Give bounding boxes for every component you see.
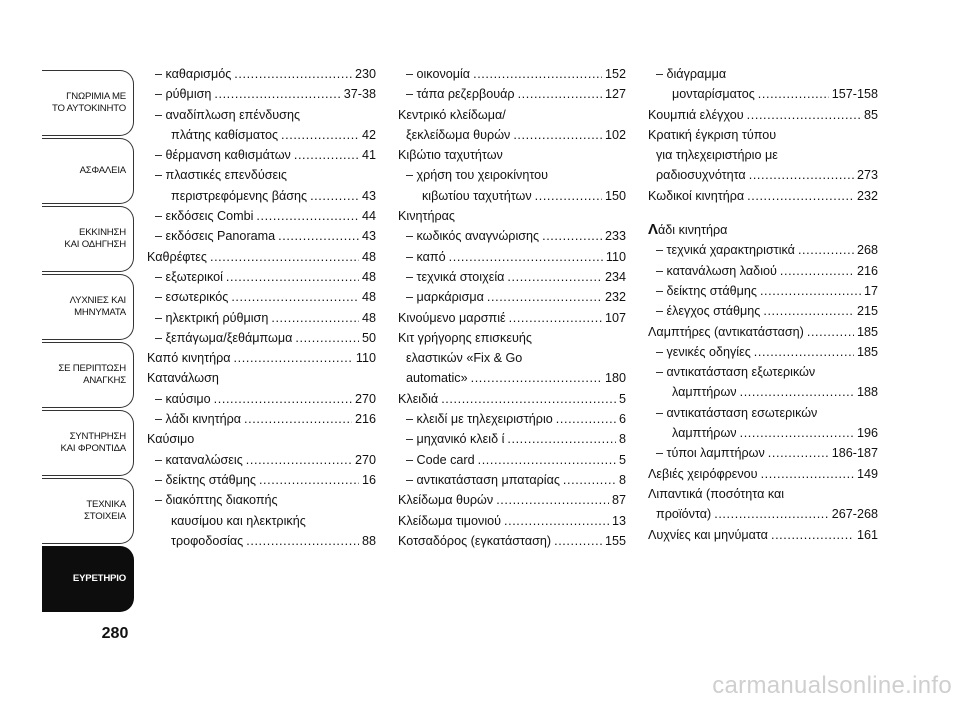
section-tabs bbox=[42, 70, 134, 614]
index-entry bbox=[398, 511, 626, 531]
entry-page: 273 bbox=[856, 168, 878, 183]
entry-label: Λιπαντικά (ποσότητα και bbox=[648, 486, 785, 501]
entry-label: Κλείδωμα τιμονιού bbox=[398, 513, 502, 528]
entry-label: μονταρίσματος bbox=[672, 87, 755, 102]
entry-label: ελαστικών «Fix & Go bbox=[406, 351, 523, 366]
tab-section-4[interactable] bbox=[42, 342, 134, 408]
leader-dots bbox=[763, 301, 854, 321]
leader-dots bbox=[798, 240, 854, 260]
index-entry bbox=[147, 531, 376, 551]
leader-dots bbox=[714, 504, 829, 524]
leader-dots bbox=[509, 308, 602, 328]
index-entry bbox=[398, 186, 626, 206]
tab-section-0[interactable] bbox=[42, 70, 134, 136]
index-entry bbox=[398, 267, 626, 287]
index-entry bbox=[648, 165, 878, 185]
entry-page: 37-38 bbox=[343, 87, 376, 102]
leader-dots bbox=[740, 423, 854, 443]
leader-dots bbox=[768, 443, 829, 463]
page-number: 280 bbox=[101, 625, 129, 642]
entry-page: 44 bbox=[361, 209, 376, 224]
index-entry bbox=[398, 206, 626, 226]
tab-section-5[interactable] bbox=[42, 410, 134, 476]
index-entry bbox=[147, 328, 376, 348]
index-entry bbox=[147, 206, 376, 226]
leader-dots bbox=[504, 511, 609, 531]
entry-label: – λάδι κινητήρα bbox=[155, 412, 242, 427]
entry-page: 188 bbox=[856, 385, 878, 400]
leader-dots bbox=[761, 464, 854, 484]
tab-section-2[interactable] bbox=[42, 206, 134, 272]
entry-page: 157-158 bbox=[831, 87, 878, 102]
entry-label: Καπό κινητήρα bbox=[147, 351, 231, 366]
entry-label: – εκδόσεις Panorama bbox=[155, 229, 276, 244]
tab-label: ΤΕΧΝΙΚΑ ΣΤΟΙΧΕΙΑ bbox=[83, 499, 126, 522]
index-entry bbox=[648, 186, 878, 206]
entry-page: 88 bbox=[361, 533, 376, 548]
entry-label: – καθαρισμός bbox=[155, 67, 232, 81]
index-entry bbox=[398, 490, 626, 510]
index-entry bbox=[147, 470, 376, 490]
index-entry bbox=[398, 125, 626, 145]
section-gap bbox=[648, 206, 878, 220]
index-entry bbox=[648, 525, 878, 545]
index-entry bbox=[648, 403, 878, 423]
entry-label: περιστρεφόμενης βάσης bbox=[171, 188, 308, 203]
index-entry bbox=[147, 145, 376, 165]
entry-label: – τεχνικά χαρακτηριστικά bbox=[656, 243, 795, 258]
index-entry bbox=[398, 226, 626, 246]
entry-label: – οικονομία bbox=[406, 67, 471, 81]
index-entry bbox=[398, 531, 626, 551]
entry-page: 48 bbox=[361, 290, 376, 305]
leader-dots bbox=[256, 206, 359, 226]
tab-label: ΓΝΩΡΙΜΙΑ ΜΕ ΤΟ ΑΥΤΟΚΙΝΗΤΟ bbox=[52, 91, 126, 114]
entry-page: 155 bbox=[604, 533, 626, 548]
leader-dots bbox=[740, 382, 854, 402]
entry-label: – δείκτης στάθμης bbox=[155, 472, 256, 487]
tab-section-3[interactable] bbox=[42, 274, 134, 340]
index-entry bbox=[398, 145, 626, 165]
leader-dots bbox=[281, 125, 359, 145]
entry-page: 110 bbox=[355, 351, 376, 366]
entry-label: – μαρκάρισμα bbox=[406, 290, 484, 305]
entry-label: – κωδικός αναγνώρισης bbox=[406, 229, 540, 244]
entry-label: τροφοδοσίας bbox=[171, 533, 244, 548]
entry-label: – εκδόσεις Combi bbox=[155, 209, 254, 224]
leader-dots bbox=[513, 125, 602, 145]
entry-page: 149 bbox=[856, 466, 878, 481]
entry-label: Κιβώτιο ταχυτήτων bbox=[398, 148, 503, 163]
index-entry bbox=[398, 247, 626, 267]
entry-page: 13 bbox=[611, 513, 626, 528]
entry-label: – κλειδί με τηλεχειριστήριο bbox=[406, 412, 553, 427]
entry-label: Κινούμενο μαρσπιέ bbox=[398, 310, 506, 325]
entry-label: – γενικές οδηγίες bbox=[656, 344, 751, 359]
index-entry bbox=[398, 328, 626, 348]
entry-label: – αντικατάσταση μπαταρίας bbox=[406, 472, 560, 487]
index-entry bbox=[147, 226, 376, 246]
index-entry bbox=[147, 186, 376, 206]
index-entry bbox=[147, 267, 376, 287]
index-entry bbox=[648, 281, 878, 301]
index-entry bbox=[147, 450, 376, 470]
leader-dots bbox=[542, 226, 602, 246]
leader-dots bbox=[478, 450, 616, 470]
entry-label: – καύσιμο bbox=[155, 391, 211, 406]
index-entry bbox=[648, 322, 878, 342]
leader-dots bbox=[214, 84, 340, 104]
leader-dots bbox=[747, 186, 854, 206]
index-entry bbox=[648, 504, 878, 524]
entry-page: 232 bbox=[856, 188, 878, 203]
entry-label: – ρύθμιση bbox=[155, 87, 212, 102]
leader-dots bbox=[760, 281, 861, 301]
entry-label: Κωδικοί κινητήρα bbox=[648, 188, 745, 203]
entry-label: για τηλεχειριστήριο με bbox=[656, 148, 778, 163]
index-entry bbox=[648, 261, 878, 281]
entry-label: Λεβιές χειρόφρενου bbox=[648, 466, 758, 481]
entry-page: 87 bbox=[611, 493, 626, 508]
entry-label: λαμπτήρων bbox=[672, 426, 737, 441]
entry-label: Καθρέφτες bbox=[147, 249, 207, 264]
entry-page: 50 bbox=[361, 330, 376, 345]
entry-label: λαμπτήρων bbox=[672, 385, 737, 400]
leader-dots bbox=[210, 247, 359, 267]
entry-label: – τεχνικά στοιχεία bbox=[406, 269, 505, 284]
entry-page: 16 bbox=[361, 472, 376, 487]
index-entry bbox=[147, 389, 376, 409]
index-entry bbox=[648, 240, 878, 260]
leader-dots bbox=[747, 105, 861, 125]
entry-label: – τύποι λαμπτήρων bbox=[656, 446, 765, 461]
leader-dots bbox=[295, 328, 359, 348]
leader-dots bbox=[780, 261, 854, 281]
index-entry bbox=[398, 84, 626, 104]
entry-label: – καταναλώσεις bbox=[155, 452, 243, 467]
entry-page: 43 bbox=[361, 229, 376, 244]
entry-page: 186-187 bbox=[831, 446, 878, 461]
index-entry bbox=[398, 308, 626, 328]
entry-label: – Code card bbox=[406, 452, 475, 467]
leader-dots bbox=[234, 64, 352, 84]
index-entry bbox=[398, 450, 626, 470]
entry-page: 267-268 bbox=[831, 507, 878, 522]
leader-dots bbox=[771, 525, 854, 545]
leader-dots bbox=[563, 470, 616, 490]
leader-dots bbox=[556, 409, 616, 429]
entry-label: κιβωτίου ταχυτήτων bbox=[422, 188, 532, 203]
leader-dots bbox=[278, 226, 359, 246]
index-entry bbox=[398, 348, 626, 368]
entry-label: – έλεγχος στάθμης bbox=[656, 304, 761, 319]
index-entry bbox=[147, 511, 376, 531]
entry-page: 150 bbox=[604, 188, 626, 203]
leader-dots bbox=[294, 145, 359, 165]
entry-page: 85 bbox=[863, 107, 878, 122]
entry-page: 185 bbox=[856, 344, 878, 359]
entry-page: 17 bbox=[863, 283, 878, 298]
leader-dots bbox=[473, 64, 602, 84]
index-entry bbox=[147, 247, 376, 267]
entry-label: Κοτσαδόρος (εγκατάσταση) bbox=[398, 533, 552, 548]
leader-dots bbox=[471, 368, 602, 388]
index-entry bbox=[147, 348, 376, 368]
tab-section-1[interactable] bbox=[42, 138, 134, 204]
index-entry bbox=[648, 84, 878, 104]
index-entry bbox=[648, 145, 878, 165]
index-entry bbox=[648, 382, 878, 402]
entry-label: – χρήση του χειροκίνητου bbox=[406, 168, 549, 183]
index-entry bbox=[648, 484, 878, 504]
tab-section-6[interactable] bbox=[42, 478, 134, 544]
entry-page: 107 bbox=[604, 310, 626, 325]
watermark: carmanualsonline.info bbox=[712, 672, 952, 699]
leader-dots bbox=[507, 267, 602, 287]
entry-page: 232 bbox=[604, 290, 626, 305]
index-entry bbox=[147, 429, 376, 449]
entry-label: – αναδίπλωση επένδυσης bbox=[155, 107, 301, 122]
leader-dots bbox=[231, 287, 359, 307]
entry-label: – ηλεκτρική ρύθμιση bbox=[155, 310, 269, 325]
leader-dots bbox=[246, 450, 352, 470]
entry-page: 127 bbox=[604, 87, 626, 102]
entry-page: 268 bbox=[856, 243, 878, 258]
leader-dots bbox=[310, 186, 359, 206]
entry-page: 161 bbox=[856, 527, 878, 542]
entry-page: 215 bbox=[856, 304, 878, 319]
index-entry bbox=[147, 490, 376, 510]
leader-dots bbox=[246, 531, 359, 551]
entry-page: 42 bbox=[361, 127, 376, 142]
entry-page: 234 bbox=[604, 269, 626, 284]
entry-label: – μηχανικό κλειδ ί bbox=[406, 432, 505, 447]
index-entry bbox=[398, 429, 626, 449]
index-entry bbox=[648, 220, 878, 240]
entry-page: 48 bbox=[361, 249, 376, 264]
entry-page: 216 bbox=[354, 412, 376, 427]
entry-label: Καύσιμο bbox=[147, 432, 195, 447]
index-entry bbox=[147, 165, 376, 185]
index-entry bbox=[398, 64, 626, 84]
entry-page: 233 bbox=[604, 229, 626, 244]
leader-dots bbox=[518, 84, 602, 104]
entry-label: Κατανάλωση bbox=[147, 371, 219, 386]
index-entry bbox=[398, 368, 626, 388]
entry-label: – θέρμανση καθισμάτων bbox=[155, 148, 291, 163]
index-entry bbox=[648, 362, 878, 382]
index-column-1 bbox=[147, 64, 376, 551]
index-entry bbox=[648, 125, 878, 145]
index-entry bbox=[147, 105, 376, 125]
entry-page: 152 bbox=[604, 67, 626, 81]
leader-dots bbox=[758, 84, 829, 104]
index-entry bbox=[147, 409, 376, 429]
index-entry bbox=[398, 165, 626, 185]
leader-dots bbox=[214, 389, 352, 409]
leader-dots bbox=[449, 247, 603, 267]
index-entry bbox=[147, 308, 376, 328]
index-entry bbox=[147, 287, 376, 307]
entry-page: 270 bbox=[354, 452, 376, 467]
leader-dots bbox=[259, 470, 359, 490]
entry-page: 185 bbox=[856, 324, 878, 339]
leader-dots bbox=[554, 531, 602, 551]
entry-page: 270 bbox=[354, 391, 376, 406]
entry-label: Λυχνίες και μηνύματα bbox=[648, 527, 768, 542]
entry-label: – αντικατάσταση εξωτερικών bbox=[656, 365, 816, 380]
entry-label: – δείκτης στάθμης bbox=[656, 283, 757, 298]
entry-label: προϊόντα) bbox=[656, 507, 712, 522]
index-entry bbox=[147, 64, 376, 84]
index-entry bbox=[648, 464, 878, 484]
index-entry bbox=[398, 105, 626, 125]
entry-label: Κλειδιά bbox=[398, 391, 439, 406]
leader-dots bbox=[244, 409, 352, 429]
entry-label: – καπό bbox=[406, 249, 446, 264]
entry-page: 48 bbox=[361, 310, 376, 325]
leader-dots bbox=[807, 322, 854, 342]
tab-label: ΣΥΝΤΗΡΗΣΗ ΚΑΙ ΦΡΟΝΤΙΔΑ bbox=[60, 431, 126, 454]
leader-dots bbox=[271, 308, 359, 328]
leader-dots bbox=[535, 186, 602, 206]
tab-label: ΑΣΦΑΛΕΙΑ bbox=[79, 165, 126, 176]
leader-dots bbox=[496, 490, 609, 510]
index-entry bbox=[648, 342, 878, 362]
tab-label: ΕΚΚΙΝΗΣΗ ΚΑΙ ΟΔΗΓΗΣΗ bbox=[64, 227, 126, 250]
entry-label: – διακόπτης διακοπής bbox=[155, 493, 278, 508]
entry-label: πλάτης καθίσματος bbox=[171, 127, 279, 142]
entry-label: Κιτ γρήγορης επισκευής bbox=[398, 330, 532, 345]
tab-label: ΛΥΧΝΙΕΣ ΚΑΙ ΜΗΝΥΜΑΤΑ bbox=[69, 295, 126, 318]
index-column-3 bbox=[648, 64, 878, 545]
index-entry bbox=[648, 443, 878, 463]
entry-label: – ξεπάγωμα/ξεθάμπωμα bbox=[155, 330, 293, 345]
entry-page: 48 bbox=[361, 269, 376, 284]
entry-label: Κουμπιά ελέγχου bbox=[648, 107, 744, 122]
entry-label: – εσωτερικός bbox=[155, 290, 229, 305]
index-entry bbox=[648, 301, 878, 321]
leader-dots bbox=[234, 348, 353, 368]
entry-page: 110 bbox=[605, 249, 626, 264]
entry-label: Κρατική έγκριση τύπου bbox=[648, 127, 777, 142]
leader-dots bbox=[754, 342, 854, 362]
entry-label: – εξωτερικοί bbox=[155, 269, 223, 284]
index-entry bbox=[147, 125, 376, 145]
entry-label: Λαμπτήρες (αντικατάσταση) bbox=[648, 324, 804, 339]
entry-label: – τάπα ρεζερβουάρ bbox=[406, 87, 515, 102]
entry-page: 5 bbox=[618, 391, 626, 406]
entry-page: 102 bbox=[604, 127, 626, 142]
entry-label: – κατανάλωση λαδιού bbox=[656, 263, 777, 278]
entry-label: – διάγραμμα bbox=[656, 67, 727, 81]
entry-label: ξεκλείδωμα θυρών bbox=[406, 127, 511, 142]
entry-label: καυσίμου και ηλεκτρικής bbox=[171, 513, 306, 528]
index-entry bbox=[398, 409, 626, 429]
entry-page: 8 bbox=[618, 472, 626, 487]
leader-dots bbox=[487, 287, 602, 307]
entry-page: 6 bbox=[618, 412, 626, 427]
entry-label: – πλαστικές επενδύσεις bbox=[155, 168, 287, 183]
index-entry bbox=[147, 368, 376, 388]
index-entry bbox=[648, 423, 878, 443]
entry-label: Λάδι κινητήρα bbox=[648, 221, 728, 239]
leader-dots bbox=[507, 429, 616, 449]
entry-label: Κεντρικό κλείδωμα/ bbox=[398, 107, 506, 122]
tab-label: ΕΥΡΕΤΗΡΙΟ bbox=[72, 573, 126, 584]
entry-page: 196 bbox=[856, 426, 878, 441]
index-entry bbox=[147, 84, 376, 104]
tab-section-7[interactable] bbox=[42, 546, 134, 612]
entry-label: – αντικατάσταση εσωτερικών bbox=[656, 405, 818, 420]
index-entry bbox=[398, 389, 626, 409]
entry-label: ραδιοσυχνότητα bbox=[656, 168, 746, 183]
index-entry bbox=[648, 64, 878, 84]
entry-page: 180 bbox=[604, 371, 626, 386]
entry-page: 216 bbox=[856, 263, 878, 278]
entry-page: 230 bbox=[354, 67, 376, 81]
leader-dots bbox=[441, 389, 616, 409]
tab-label: ΣΕ ΠΕΡΙΠΤΩΣΗ ΑΝΑΓΚΗΣ bbox=[58, 363, 126, 386]
leader-dots bbox=[749, 165, 854, 185]
index-column-2 bbox=[398, 64, 626, 551]
entry-page: 43 bbox=[361, 188, 376, 203]
entry-page: 41 bbox=[361, 148, 376, 163]
entry-page: 5 bbox=[618, 452, 626, 467]
index-entry bbox=[398, 470, 626, 490]
leader-dots bbox=[226, 267, 359, 287]
entry-label: automatic» bbox=[406, 371, 468, 386]
entry-label: Κινητήρας bbox=[398, 209, 455, 224]
entry-page: 8 bbox=[618, 432, 626, 447]
index-entry bbox=[398, 287, 626, 307]
index-entry bbox=[648, 105, 878, 125]
entry-label: Κλείδωμα θυρών bbox=[398, 493, 494, 508]
